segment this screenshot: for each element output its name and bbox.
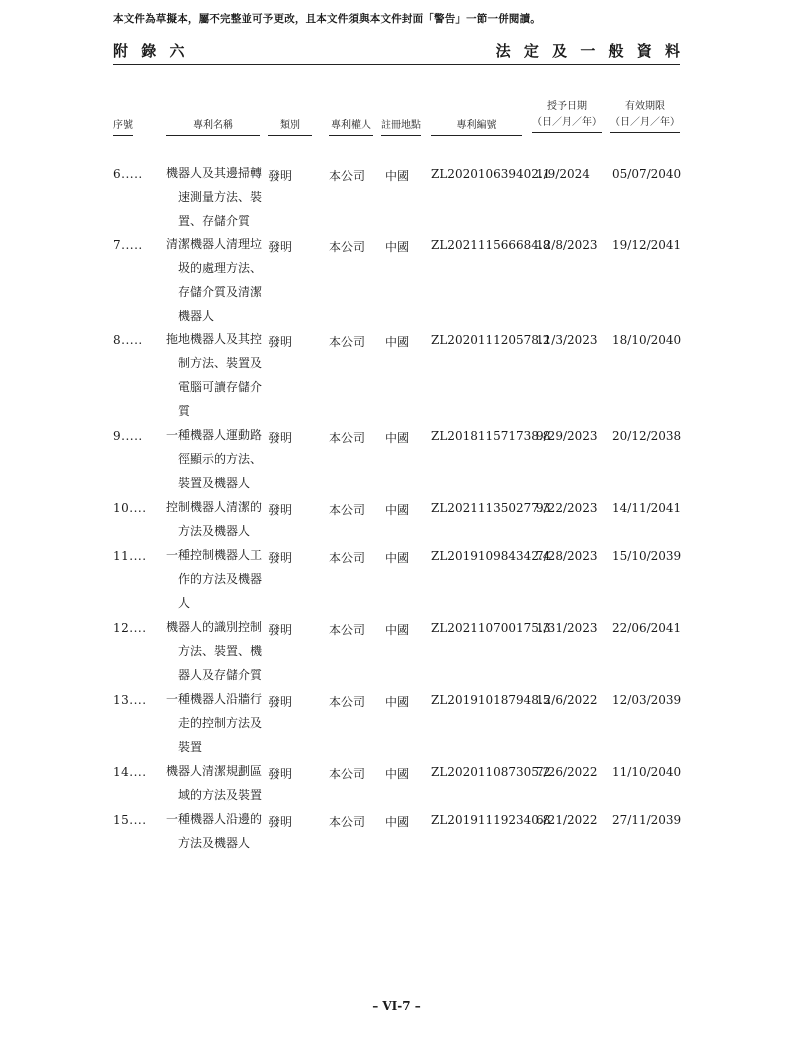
row-number: 8..... bbox=[113, 333, 143, 347]
patent-number: ZL202010639402.1 bbox=[431, 167, 551, 181]
patent-number: ZL201911192340.8 bbox=[431, 813, 551, 827]
patent-owner: 本公司 bbox=[329, 169, 366, 183]
registration-place: 中國 bbox=[385, 240, 410, 254]
row-number: 6..... bbox=[113, 167, 143, 181]
patent-name-line: 機器人 bbox=[178, 309, 215, 323]
patent-name-line: 方法及機器人 bbox=[178, 836, 251, 850]
patent-number: ZL202110700175.3 bbox=[431, 621, 551, 635]
column-header-owner: 專利權人 bbox=[329, 118, 373, 136]
valid-until: 19/12/2041 bbox=[612, 238, 682, 252]
patent-name-line: 制方法、裝置及 bbox=[178, 356, 263, 370]
patent-owner: 本公司 bbox=[329, 767, 366, 781]
patent-name-line: 拖地機器人及其控 bbox=[166, 332, 263, 346]
patent-name-line: 方法及機器人 bbox=[178, 524, 251, 538]
valid-until: 11/10/2040 bbox=[612, 765, 682, 779]
registration-place: 中國 bbox=[385, 815, 410, 829]
row-number: 9..... bbox=[113, 429, 143, 443]
registration-place: 中國 bbox=[385, 695, 410, 709]
patent-name-line: 速測量方法、裝 bbox=[178, 190, 263, 204]
patent-name-line: 置、存儲介質 bbox=[178, 214, 251, 228]
patent-name bbox=[166, 687, 266, 759]
grant-date: 9/22/2023 bbox=[536, 501, 598, 515]
row-number: 14.... bbox=[113, 765, 147, 779]
patent-name bbox=[166, 232, 266, 328]
patent-owner: 本公司 bbox=[329, 623, 366, 637]
valid-until: 18/10/2040 bbox=[612, 333, 682, 347]
row-number: 12.... bbox=[113, 621, 147, 635]
row-number: 7..... bbox=[113, 238, 143, 252]
patent-name bbox=[166, 615, 266, 687]
patent-type: 發明 bbox=[268, 767, 293, 781]
registration-place: 中國 bbox=[385, 169, 410, 183]
valid-until: 14/11/2041 bbox=[612, 501, 682, 515]
patent-number: ZL202011120578.2 bbox=[431, 333, 551, 347]
patent-name-line: 器人及存儲介質 bbox=[178, 668, 263, 682]
patent-name-line: 機器人清潔規劃區 bbox=[166, 764, 263, 778]
patent-owner: 本公司 bbox=[329, 503, 366, 517]
page-number: – VI-7 – bbox=[372, 999, 421, 1013]
patent-name-line: 存儲介質及清潔 bbox=[178, 285, 263, 299]
registration-place: 中國 bbox=[385, 503, 410, 517]
patent-name-line: 一種控制機器人工 bbox=[166, 548, 263, 562]
patent-name bbox=[166, 423, 266, 495]
patent-name bbox=[166, 327, 266, 423]
grant-date: 12/8/2023 bbox=[536, 238, 598, 252]
patent-owner: 本公司 bbox=[329, 240, 366, 254]
patent-name-line: 走的控制方法及 bbox=[178, 716, 263, 730]
patent-name bbox=[166, 807, 266, 855]
patent-type: 發明 bbox=[268, 551, 293, 565]
row-number: 13.... bbox=[113, 693, 147, 707]
column-header-valid-until: 有效期限 （日／月／年） bbox=[610, 99, 680, 133]
patent-type: 發明 bbox=[268, 431, 293, 445]
patent-name-line: 徑顯示的方法、 bbox=[178, 452, 263, 466]
patent-number: ZL201910984342.4 bbox=[431, 549, 551, 563]
column-header-type: 類別 bbox=[268, 118, 312, 136]
patent-type: 發明 bbox=[268, 335, 293, 349]
grant-date: 11/3/2023 bbox=[536, 333, 598, 347]
patent-name bbox=[166, 161, 266, 233]
patent-name-line: 機器人的識別控制 bbox=[166, 620, 263, 634]
registration-place: 中國 bbox=[385, 623, 410, 637]
patent-name-line: 圾的處理方法、 bbox=[178, 261, 263, 275]
registration-place: 中國 bbox=[385, 767, 410, 781]
column-header-grant-date: 授予日期 （日／月／年） bbox=[532, 99, 602, 133]
row-number: 10.... bbox=[113, 501, 147, 515]
page-header bbox=[113, 40, 684, 65]
grant-date: 6/21/2022 bbox=[536, 813, 598, 827]
patent-type: 發明 bbox=[268, 240, 293, 254]
patent-owner: 本公司 bbox=[329, 335, 366, 349]
column-header-patent-no: 專利編號 bbox=[431, 118, 522, 136]
patent-name-line: 一種機器人沿邊的 bbox=[166, 812, 263, 826]
patent-name-line: 質 bbox=[178, 404, 191, 418]
registration-place: 中國 bbox=[385, 431, 410, 445]
registration-place: 中國 bbox=[385, 335, 410, 349]
valid-until: 12/03/2039 bbox=[612, 693, 682, 707]
patent-name-line: 人 bbox=[178, 596, 191, 610]
patent-name-line: 電腦可讀存儲介 bbox=[178, 380, 263, 394]
patent-owner: 本公司 bbox=[329, 815, 366, 829]
column-header-no: 序號 bbox=[113, 118, 133, 136]
draft-notice: 本文件為草擬本，屬不完整並可予更改，且本文件須與本文件封面「警告」一節一併閱讀。 bbox=[113, 13, 541, 25]
patent-type: 發明 bbox=[268, 169, 293, 183]
patent-name-line: 控制機器人清潔的 bbox=[166, 500, 263, 514]
column-header-name: 專利名稱 bbox=[166, 118, 260, 136]
patent-name-line: 方法、裝置、機 bbox=[178, 644, 263, 658]
patent-name-line: 裝置及機器人 bbox=[178, 476, 251, 490]
patent-name-line: 域的方法及裝置 bbox=[178, 788, 263, 802]
valid-until: 20/12/2038 bbox=[612, 429, 682, 443]
patent-name-line: 一種機器人運動路 bbox=[166, 428, 263, 442]
grant-date: 1/9/2024 bbox=[536, 167, 590, 181]
patent-number: ZL201910187948.5 bbox=[431, 693, 551, 707]
patent-type: 發明 bbox=[268, 815, 293, 829]
patent-type: 發明 bbox=[268, 503, 293, 517]
grant-date: 9/29/2023 bbox=[536, 429, 598, 443]
patent-name-line: 機器人及其邊掃轉 bbox=[166, 166, 263, 180]
valid-until: 22/06/2041 bbox=[612, 621, 682, 635]
patent-name-line: 裝置 bbox=[178, 740, 203, 754]
column-header-place: 註冊地點 bbox=[381, 118, 421, 136]
patent-type: 發明 bbox=[268, 623, 293, 637]
patent-owner: 本公司 bbox=[329, 551, 366, 565]
row-number: 15.... bbox=[113, 813, 147, 827]
patent-name-line: 一種機器人沿牆行 bbox=[166, 692, 263, 706]
valid-until: 05/07/2040 bbox=[612, 167, 682, 181]
grant-date: 7/26/2022 bbox=[536, 765, 598, 779]
patent-name-line: 清潔機器人清理垃 bbox=[166, 237, 263, 251]
patent-owner: 本公司 bbox=[329, 431, 366, 445]
patent-number: ZL202111350277.3 bbox=[431, 501, 551, 515]
registration-place: 中國 bbox=[385, 551, 410, 565]
valid-until: 15/10/2039 bbox=[612, 549, 682, 563]
patent-name bbox=[166, 759, 266, 807]
patent-number: ZL202111566684.8 bbox=[431, 238, 551, 252]
grant-date: 7/28/2023 bbox=[536, 549, 598, 563]
section-title: 法 定 及 一 般 資 料 bbox=[495, 42, 684, 60]
patent-number: ZL201811571738.8 bbox=[431, 429, 551, 443]
patent-name-line: 作的方法及機器 bbox=[178, 572, 263, 586]
valid-until: 27/11/2039 bbox=[612, 813, 682, 827]
grant-date: 12/6/2022 bbox=[536, 693, 598, 707]
patent-number: ZL202011087305.2 bbox=[431, 765, 551, 779]
patent-name bbox=[166, 495, 266, 543]
patent-name bbox=[166, 543, 266, 615]
appendix-title: 附 錄 六 bbox=[113, 42, 189, 60]
patent-owner: 本公司 bbox=[329, 695, 366, 709]
row-number: 11.... bbox=[113, 549, 147, 563]
patent-type: 發明 bbox=[268, 695, 293, 709]
grant-date: 1/31/2023 bbox=[536, 621, 598, 635]
